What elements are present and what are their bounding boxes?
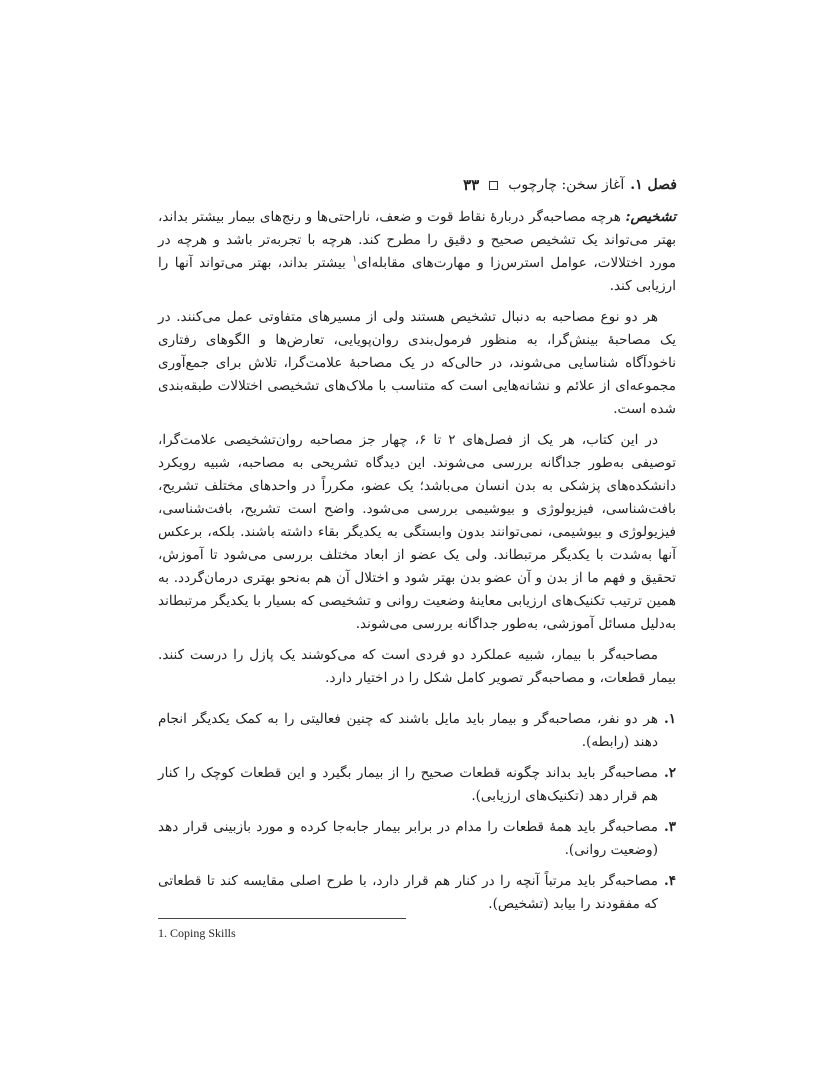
paragraph-diagnosis (158, 206, 676, 298)
footnote-marker[interactable]: ۱ (352, 254, 358, 265)
chapter-title: آغاز سخن: چارچوب (508, 177, 625, 193)
footnote: 1. Coping Skills (158, 926, 236, 940)
list-item (158, 816, 676, 862)
running-header (100, 174, 677, 196)
list-number: ۲. (663, 765, 676, 781)
paragraph-text: هرچه مصاحبه‌گر دربارهٔ نقاط قوت و ضعف، ناراحتی‌ها و رنج‌های بیمار بیشتر بداند، بهتر می‌تواند یک تشخیص صحیح و دقیق را مطرح کند. هرچه با تجربه‌تر باشد و هرچه در مورد اختلالات، عوامل استرس‌زا و مهارت‌های مقابله‌ای (158, 209, 676, 271)
numbered-list (158, 708, 676, 916)
list-item-text: مصاحبه‌گر باید مرتباً آنچه را در کنار هم قرار دارد، با طرح اصلی مقایسه کند تا قطعاتی که مفقودند را بیابد (تشخیص). (158, 873, 658, 912)
page-number: ۳۳ (463, 176, 480, 194)
list-item (158, 762, 676, 808)
list-item-text: هر دو نفر، مصاحبه‌گر و بیمار باید مایل باشند که چنین فعالیتی را به کمک یکدیگر انجام دهند (رابطه). (158, 711, 658, 750)
footnote-divider (158, 918, 406, 919)
paragraph-text: بیشتر بداند، بهتر می‌تواند آنها را ارزیابی کند. (158, 255, 676, 294)
main-text (158, 206, 676, 924)
list-number: ۴. (663, 873, 676, 889)
lead-term: تشخیص: (625, 209, 676, 225)
list-item-text: مصاحبه‌گر باید بداند چگونه قطعات صحیح را از بیمار بگیرد و این قطعات کوچک را کنار هم قرار دهد (تکنیک‌های ارزیابی). (158, 765, 658, 804)
paragraph: در این کتاب، هر یک از فصل‌های ۲ تا ۶، چهار جز مصاحبه روان‌تشخیصی علامت‌گرا، توصیفی به‌طور جداگانه بررسی می‌شوند. این دیدگاه تشریحی به مصاحبه، شبیه رویکرد دانشکده‌های پزشکی به بدن انسان می‌باشد؛ یک عضو، مکرراً در واحدهای مختلف تشریح، بافت‌شناسی، فیزیولوژی و بیوشیمی بررسی می‌شود. واضح است تشریح، بافت‌شناسی، فیزیولوژی و بیوشیمی، نمی‌توانند بدون وابستگی به یکدیگر بقاء داشته باشند. بلکه، برعکس آنها به‌شدت با یکدیگر مرتبطاند. ولی یک عضو از ابعاد مختلف بررسی می‌شود تا آموزش، تحقیق و فهم ما از بدن و آن عضو بدن بهتر شود و اختلال آن هم به‌نحو بهتری درمان‌گردد. به همین ترتیب تکنیک‌های ارزیابی معاینهٔ وضعیت روانی و تشخیصی که بسیار با یکدیگر مرتبطاند به‌دلیل مسائل آموزشی، به‌طور جداگانه بررسی می‌شوند. (158, 432, 676, 632)
list-number: ۳. (663, 819, 676, 835)
separator-square-icon (489, 181, 498, 190)
list-number: ۱. (663, 711, 676, 727)
paragraph: مصاحبه‌گر با بیمار، شبیه عملکرد دو فردی است که می‌کوشند یک پازل را درست کنند. بیمار قطعات، و مصاحبه‌گر تصویر کامل شکل را در اختیار دارد. (158, 647, 676, 686)
paragraph: هر دو نوع مصاحبه به دنبال تشخیص هستند ولی از مسیرهای متفاوتی عمل می‌کنند. در یک مصاحبهٔ بینش‌گرا، به منظور فرمول‌بندی روان‌پویایی، تعارض‌ها و الگوهای رفتاری ناخودآگاه شناسایی می‌شوند، در حالی‌که در یک مصاحبهٔ علامت‌گرا، تلاش برای جمع‌آوری مجموعه‌ای از علائم و نشانه‌هایی است که متناسب با ملاک‌های تشخیصی اختلالات طبقه‌بندی شده است. (158, 309, 676, 417)
list-item (158, 708, 676, 754)
list-item-text: مصاحبه‌گر باید همهٔ قطعات را مدام در برابر بیمار جابه‌جا کرده و مورد بازبینی قرار دهد (وضعیت روانی). (158, 819, 658, 858)
list-item (158, 870, 676, 916)
chapter-label: فصل ۱. (630, 177, 677, 193)
